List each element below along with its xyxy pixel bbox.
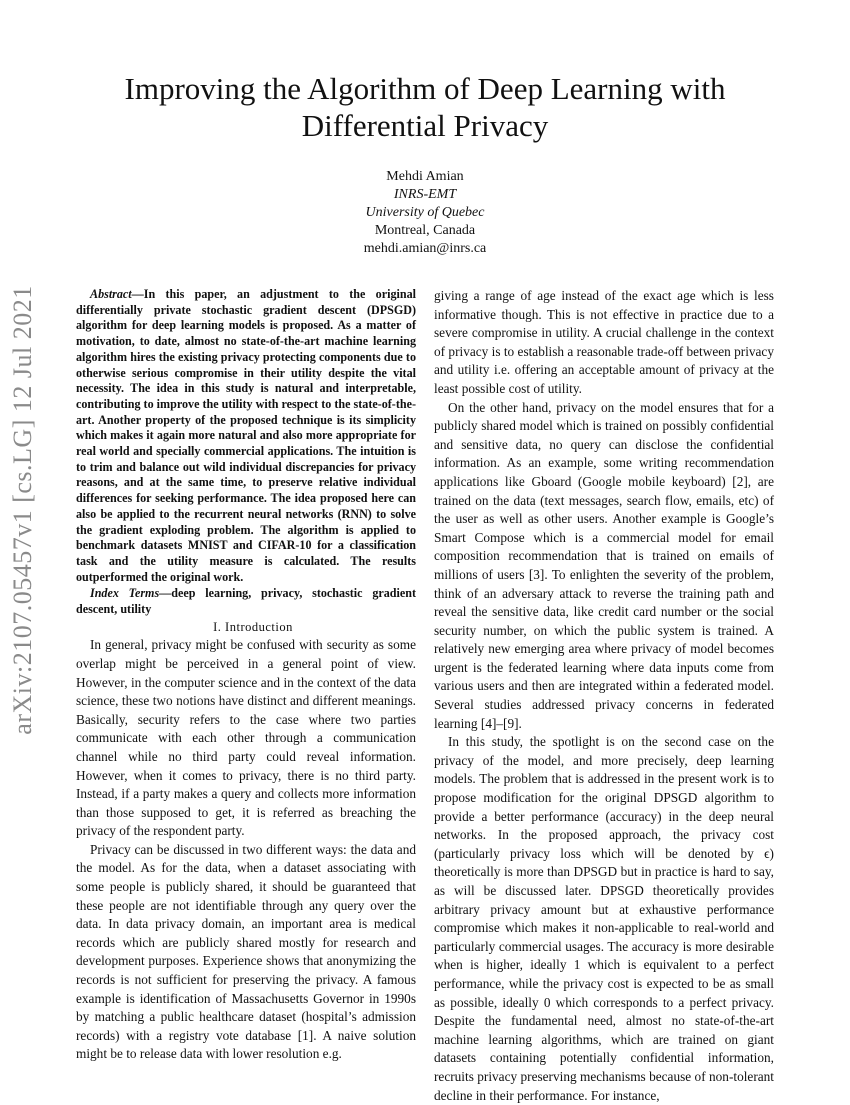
abstract-text: —In this paper, an adjustment to the original differentially private stochastic gradient descent (DPSGD) algorithm for deep learning models is proposed. As a matter of motivation, to date, almost no state-of-the-art machine learning algorithm hires the existing privacy protecting components due to otherwise serious compromise in their utility despite the vital necessity. The idea in this study is natural and interpretable, contributing to improve the utility with respect to the state-of-the-art. Another property of the proposed technique is its simplicity which makes it again more natural and also more appropriate for real world and specially commercial applications. The intuition is to trim and balance out wild individual discrepancies for privacy reasons, and at the same time, to preserve relative individual differences for seeking performance. The idea proposed here can also be applied to the recurrent neural networks (RNN) to solve the gradient exploding problem. The algorithm is applied to benchmark datasets MNIST and CIFAR-10 for a classification task and the utility measure is calculated. The results outperformed the original work. xyxy=(76,287,416,584)
author-affiliation-2: University of Quebec xyxy=(365,205,485,220)
abstract xyxy=(76,287,416,585)
index-terms xyxy=(76,586,416,617)
left-column xyxy=(76,287,416,1064)
author-block xyxy=(225,168,625,258)
author-location: Montreal, Canada xyxy=(374,223,476,238)
author-affiliation-1: INRS-EMT xyxy=(393,187,457,202)
index-terms-lead: Index Terms xyxy=(90,586,160,601)
body-paragraph: On the other hand, privacy on the model ensures that for a publicly shared model which is trained on possibly confidential and sensitive data, no query can disclose the confidential information. As an example, some writing recommendation applications like Gboard (Google mobile keyboard) [2], are trained on the data (text messages, search flow, emails, etc) of the user as well as other users. Another example is Google’s Smart Compose which is a commercial model for email composition recommendation that is trained on emails of millions of users [3]. To enlighten the severity of the problem, think of an adversary attack to reverse the training path and reveal the sensitive data, like credit card number or the social security number, on which the public system is trained. A relatively new emerging area where privacy of model becomes urgent is the federated learning where data inputs come from various users and then are integrated within a federated model. Several studies addressed privacy concerns in federated learning [4]–[9]. xyxy=(434,399,774,731)
arxiv-side-stamp xyxy=(6,285,40,735)
arxiv-identifier: arXiv:2107.05457v1 [cs.LG] 12 Jul 2021 xyxy=(8,285,37,735)
section-heading-introduction: I. Introduction xyxy=(213,619,293,634)
index-terms-text: —deep learning, privacy, stochastic gradient descent, utility xyxy=(76,586,416,617)
body-paragraph: In general, privacy might be confused with security as some overlap might be perceived in a general point of view. However, in the computer science and in the context of the data science, these two notions have distinct and different meanings. Basically, security refers to the case where two parties communicate with each other through a communication channel while no third party could reveal information. However, when it comes to privacy, there is no third party. Instead, if a party makes a query and collects more information than those supposed to get, it is referred as breaching the privacy of the respondent party. xyxy=(76,637,416,839)
body-paragraph: In this study, the spotlight is on the second case on the privacy of the model, and more precisely, deep learning models. The problem that is addressed in the present work is to propose modification for the original DPSGD algorithm to provide a better performance (accuracy) in the deep neural networks. In the proposed approach, the privacy cost (particularly privacy loss which will be denoted by ϵ) theoretically is more than DPSGD but in practice is hard to say, as will be discussed later. DPSGD theoretically provides arbitrary privacy amount but at exhaustive performance compromise which makes it non-applicable to real-world and particularly commercial usages. The accuracy is more desirable when is higher, ideally 1 which is equivalent to a perfect performance, while the privacy cost is expected to be as small as possible, ideally 0 which corresponds to a perfect privacy. Despite the fundamental need, almost no state-of-the-art machine learning algorithms, which are trained on giant datasets containing potentially confidential information, recruits privacy preserving mechanisms because of non-tolerant decline in their performance. For instance, xyxy=(434,734,774,1103)
body-paragraph: giving a range of age instead of the exact age which is less informative though. This is not effective in practice due to a severe compromise in utility. A crucial challenge in the context of privacy is to establish a reasonable trade-off between privacy and utility i.e. offering an acceptable amount of privacy at the least possible cost of utility. xyxy=(434,288,774,396)
author-email: mehdi.amian@inrs.ca xyxy=(363,241,487,256)
abstract-lead: Abstract xyxy=(90,287,132,301)
body-paragraph: Privacy can be discussed in two different ways: the data and the model. As for the data, when a dataset associating with some people is publicly shared, it should be guaranteed that these people are not identifiable through any query over the data. In data privacy domain, an important area is medical records which are publicly shared mostly for research and development purposes. Experience shows that anonymizing the records is not sufficient for preserving the privacy. A famous example is identification of Massachusetts Governor in 1990s by matching a public healthcare dataset (hospital’s admission records) with a registry vote database [1]. A naive solution might be to release data with lower resolution e.g. xyxy=(76,841,416,1062)
author-name: Mehdi Amian xyxy=(386,169,464,184)
paper-title: Improving the Algorithm of Deep Learning with Differential Privacy xyxy=(124,71,726,143)
right-column xyxy=(434,287,774,1105)
